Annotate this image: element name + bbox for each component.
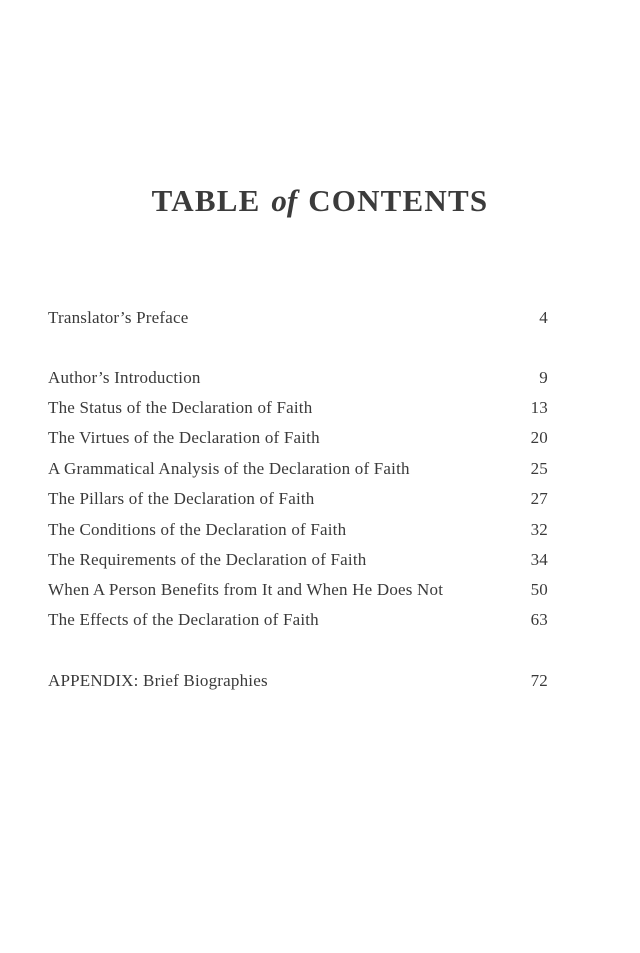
toc-entry-requirements [48,550,548,576]
toc-entry-label: The Conditions of the Declaration of Faith [48,520,347,539]
toc-entry-page: 63 [530,610,548,629]
toc-entry-appendix [48,671,548,697]
toc-entry-effects [48,610,548,636]
toc-entry-benefits [48,580,548,606]
toc-entry-conditions [48,520,548,546]
toc-entry-page: 13 [530,398,548,417]
toc-entry-label: When A Person Benefits from It and When He Does Not [48,580,444,599]
title-table: TABLE [151,183,261,218]
toc-entry-label: The Status of the Declaration of Faith [48,398,313,417]
toc-entry-label: The Effects of the Declaration of Faith [48,610,319,629]
title-of: of [271,183,298,218]
toc-entry-label: The Virtues of the Declaration of Faith [48,428,320,447]
toc-entry-grammatical-analysis [48,459,548,485]
page-title [0,183,640,219]
toc-entry-page: 34 [530,550,548,569]
toc-entry-pillars [48,489,548,515]
toc-entry-page: 4 [539,308,548,327]
toc-entry-label: Author’s Introduction [48,368,201,387]
title-contents: CONTENTS [308,183,489,218]
toc-entry-page: 72 [530,671,548,690]
toc-entry-page: 27 [530,489,548,508]
toc-entry-page: 9 [539,368,548,387]
toc-entry-label: Translator’s Preface [48,308,189,327]
toc-entry-label: A Grammatical Analysis of the Declaration of Faith [48,459,410,478]
toc-entry-translators-preface [48,308,548,334]
toc-entry-label: APPENDIX: Brief Biographies [48,671,268,690]
toc-entry-page: 20 [530,428,548,447]
toc-entry-authors-introduction [48,368,548,394]
toc-entry-status [48,398,548,424]
toc-entry-page: 25 [530,459,548,478]
toc-entry-page: 32 [530,520,548,539]
toc-entry-label: The Requirements of the Declaration of Faith [48,550,367,569]
toc-entry-page: 50 [530,580,548,599]
toc-entry-virtues [48,428,548,454]
toc-entry-label: The Pillars of the Declaration of Faith [48,489,315,508]
